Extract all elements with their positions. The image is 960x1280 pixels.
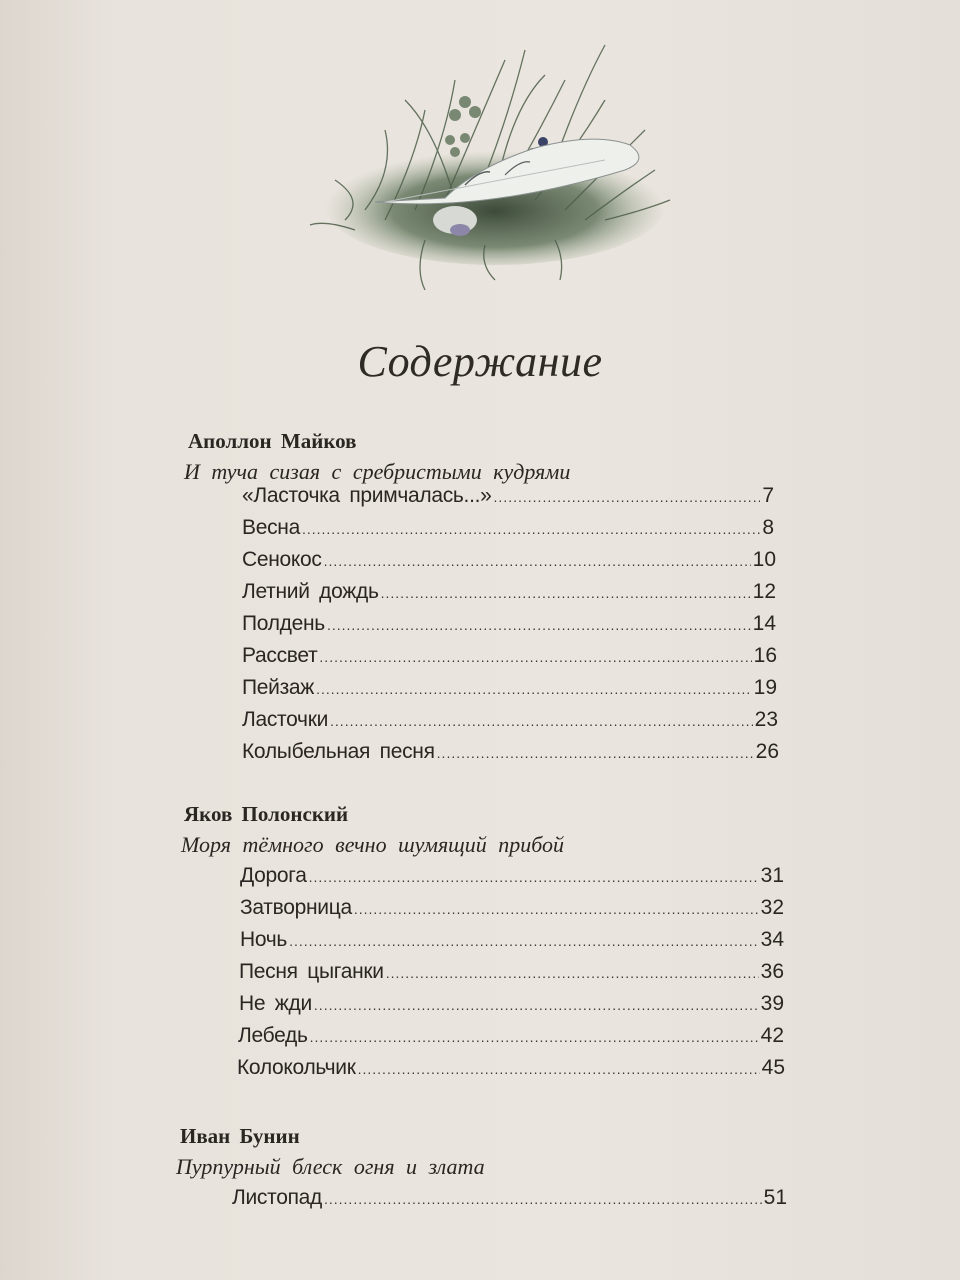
toc-entry-title: Колокольчик [237, 1056, 356, 1079]
toc-entry-page: 39 [760, 992, 784, 1015]
toc-entry-title: Колыбельная песня [242, 740, 435, 763]
toc-entry[interactable] [242, 740, 779, 770]
toc-entry-page: 42 [760, 1024, 784, 1047]
toc-entry[interactable] [240, 896, 784, 926]
toc-entry-page: 32 [760, 896, 784, 919]
leader-dots [302, 521, 760, 537]
page-title: Содержание [357, 337, 603, 386]
toc-entry[interactable] [242, 612, 776, 642]
leader-dots [324, 553, 751, 569]
toc-entry-page: 36 [760, 960, 784, 983]
leader-dots [289, 933, 759, 949]
toc-entry[interactable] [240, 864, 784, 894]
toc-entry[interactable] [238, 1024, 784, 1054]
leader-dots [316, 681, 752, 697]
section-subtitle: Моря тёмного вечно шумящий прибой [181, 832, 565, 857]
toc-entry-title: Дорога [240, 864, 307, 887]
toc-entry-title: «Ласточка примчалась...» [242, 484, 492, 507]
author-name: Иван Бунин [180, 1124, 300, 1148]
toc-entry[interactable] [237, 1056, 785, 1086]
toc-entry[interactable] [239, 960, 784, 990]
leader-dots [354, 901, 759, 917]
toc-entry[interactable] [232, 1186, 787, 1216]
toc-entry-page: 12 [752, 580, 776, 603]
toc-entry-page: 10 [752, 548, 776, 571]
toc-entry-page: 8 [762, 516, 774, 539]
leader-dots [358, 1061, 760, 1077]
toc-entry-page: 19 [753, 676, 777, 699]
toc-entry-page: 16 [753, 644, 777, 667]
author-name: Аполлон Майков [188, 429, 357, 453]
toc-entry-title: Пейзаж [242, 676, 315, 699]
toc-entry-title: Затворница [240, 896, 352, 919]
toc-entry-page: 26 [755, 740, 779, 763]
leader-dots [314, 997, 759, 1013]
leader-dots [319, 649, 751, 665]
leader-dots [324, 1191, 762, 1207]
leader-dots [386, 965, 759, 981]
section-subtitle: Пурпурный блеск огня и злата [176, 1154, 485, 1179]
toc-entry-title: Ночь [240, 928, 288, 951]
section-subtitle: И туча сизая с сребристыми кудрями [184, 459, 571, 484]
author-name: Яков Полонский [184, 802, 349, 826]
toc-entry-title: Песня цыганки [239, 960, 384, 983]
feather-in-grass-illustration [305, 20, 675, 290]
toc-entry-title: Листопад [232, 1186, 322, 1209]
toc-entry[interactable] [239, 992, 784, 1022]
leader-dots [327, 617, 751, 633]
toc-entry-page: 7 [762, 484, 774, 507]
toc-entry-title: Рассвет [242, 644, 318, 667]
toc-entry-page: 31 [760, 864, 784, 887]
toc-entry-title: Ласточки [242, 708, 329, 731]
toc-entry[interactable] [242, 484, 774, 514]
toc-entry[interactable] [242, 708, 778, 738]
toc-entry-page: 34 [760, 928, 784, 951]
toc-entry[interactable] [242, 516, 774, 546]
toc-entry-title: Сенокос [242, 548, 322, 571]
toc-entry-title: Полдень [242, 612, 325, 635]
toc-entry-title: Летний дождь [242, 580, 379, 603]
toc-entry[interactable] [242, 548, 776, 578]
toc-entry[interactable] [242, 644, 777, 674]
toc-entry[interactable] [242, 580, 776, 610]
leader-dots [381, 585, 751, 601]
toc-entry[interactable] [242, 676, 777, 706]
toc-entry-title: Лебедь [238, 1024, 308, 1047]
leader-dots [330, 713, 753, 729]
toc-entry-page: 14 [752, 612, 776, 635]
toc-entry-page: 23 [754, 708, 778, 731]
toc-entry-page: 51 [763, 1186, 787, 1209]
leader-dots [437, 745, 754, 761]
leader-dots [309, 869, 759, 885]
leader-dots [494, 489, 761, 505]
leader-dots [310, 1029, 759, 1045]
toc-entry-title: Весна [242, 516, 300, 539]
toc-entry-title: Не жди [239, 992, 312, 1015]
toc-entry-page: 45 [761, 1056, 785, 1079]
toc-entry[interactable] [240, 928, 784, 958]
